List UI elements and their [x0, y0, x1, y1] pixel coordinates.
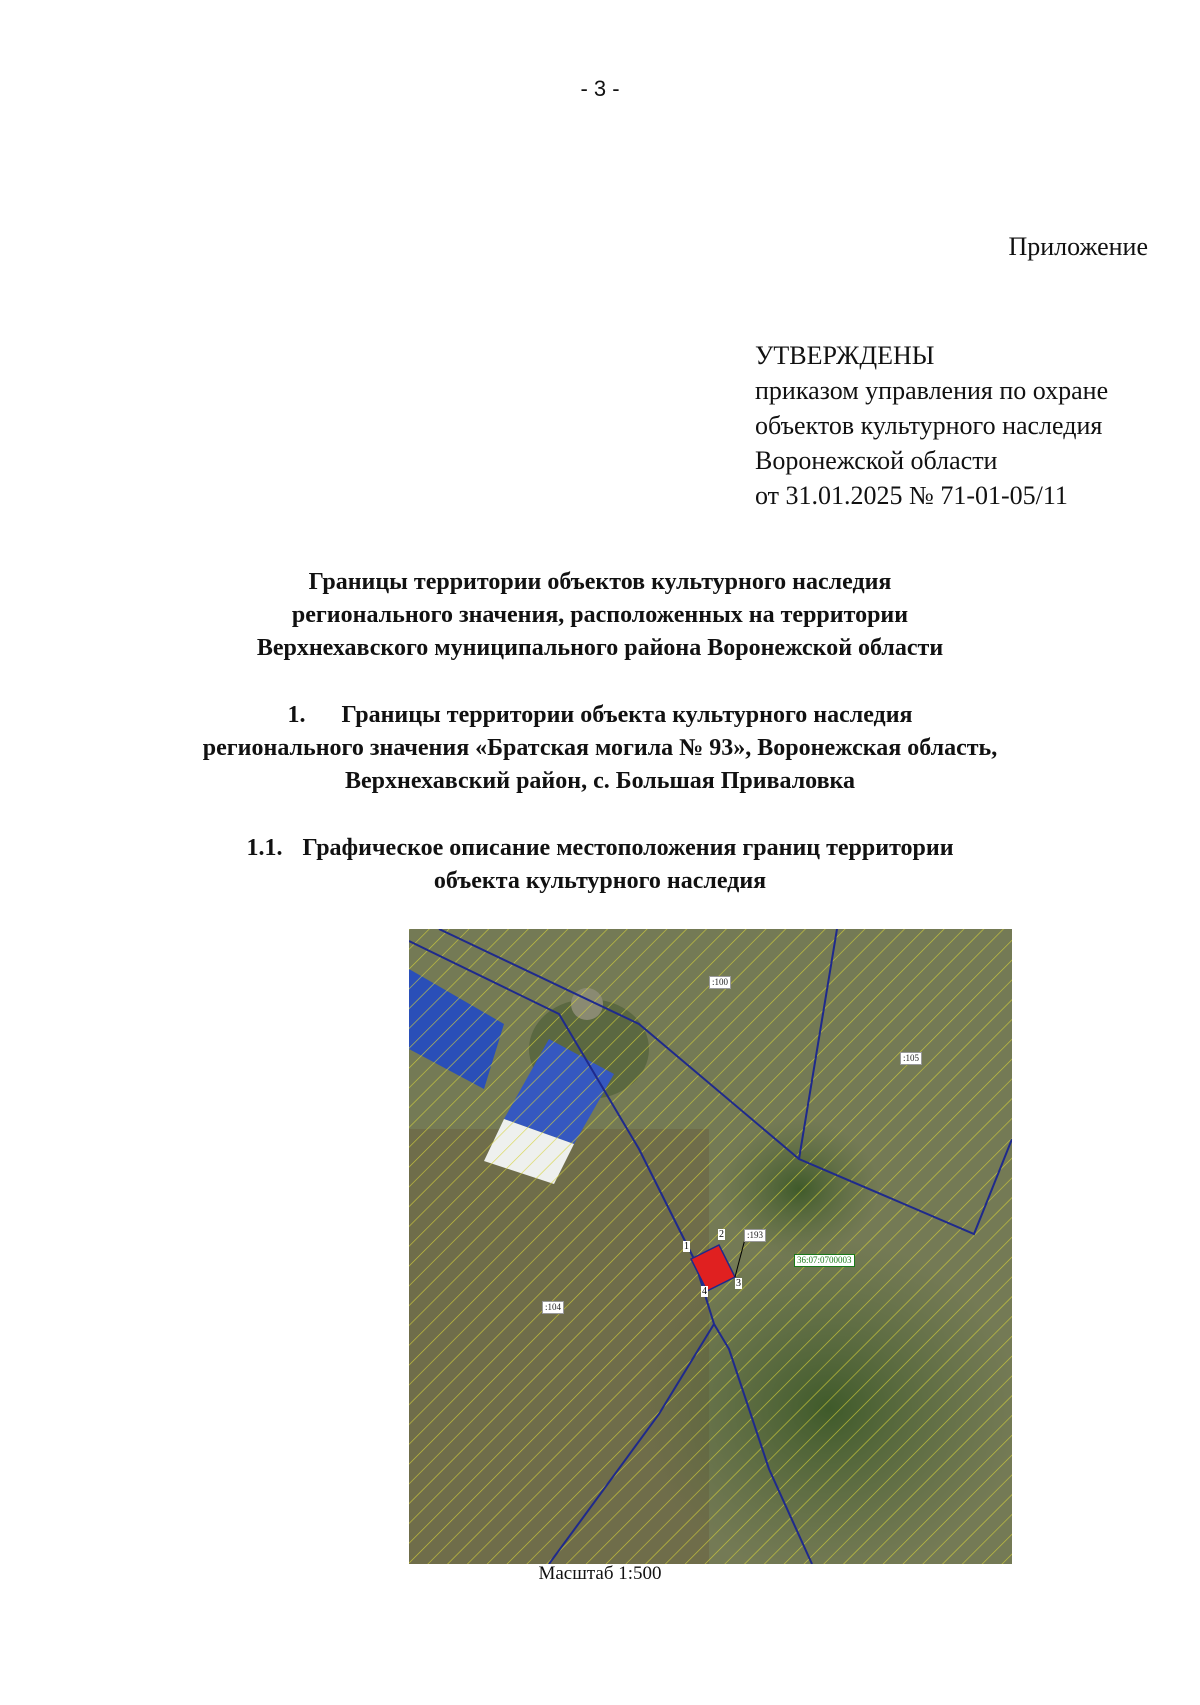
boundary-point-4: 4 [702, 1286, 707, 1297]
section-1-line: Верхнехавский район, с. Большая Приваловка [345, 768, 855, 794]
parcel-label-105: :105 [900, 1052, 922, 1065]
section-1-line [0, 699, 1200, 732]
section-1-1-line: объекта культурного наследия [433, 868, 767, 894]
approval-title: УТВЕРЖДЕНЫ [755, 341, 935, 370]
section-1-1-number: 1.1. [246, 835, 283, 861]
approval-line: приказом управления по охране [755, 376, 1109, 405]
boundary-point-2: 2 [719, 1229, 724, 1240]
map-graphic [409, 929, 1012, 1564]
approval-block [755, 338, 1108, 513]
boundary-point-1: 1 [684, 1241, 689, 1252]
section-1-heading [0, 699, 1200, 798]
approval-order-date-number: от 31.01.2025 № 71-01-05/11 [755, 481, 1068, 510]
document-title-line: Границы территории объектов культурного наследия [308, 569, 892, 595]
section-1-number: 1. [287, 702, 306, 728]
document-title [0, 566, 1200, 665]
cadastral-quarter-label: 36:07:0700003 [794, 1254, 855, 1267]
boundary-point-3: 3 [736, 1278, 741, 1289]
section-1-line: регионального значения «Братская могила № 93», Воронежская область, [202, 735, 998, 761]
boundary-map [409, 929, 1012, 1564]
page-number: - 3 - [580, 76, 620, 101]
parcel-label-100: :100 [709, 976, 731, 989]
appendix-label: Приложение [1008, 232, 1148, 261]
section-1-1-text: Графическое описание местоположения границ территории [302, 835, 954, 861]
approval-line: объектов культурного наследия [755, 411, 1103, 440]
parcel-label-104: :104 [542, 1301, 564, 1314]
approval-line: Воронежской области [755, 446, 998, 475]
protection-zone-hatch [409, 929, 1012, 1564]
section-1-1-line [0, 832, 1200, 865]
document-title-line: регионального значения, расположенных на территории [291, 602, 909, 628]
section-1-1-heading [0, 832, 1200, 898]
map-scale-label: Масштаб 1:500 [538, 1563, 662, 1584]
parcel-label-193: :193 [744, 1229, 766, 1242]
document-title-line: Верхнехавского муниципального района Воронежской области [256, 635, 944, 661]
section-1-text: Границы территории объекта культурного наследия [341, 702, 913, 728]
